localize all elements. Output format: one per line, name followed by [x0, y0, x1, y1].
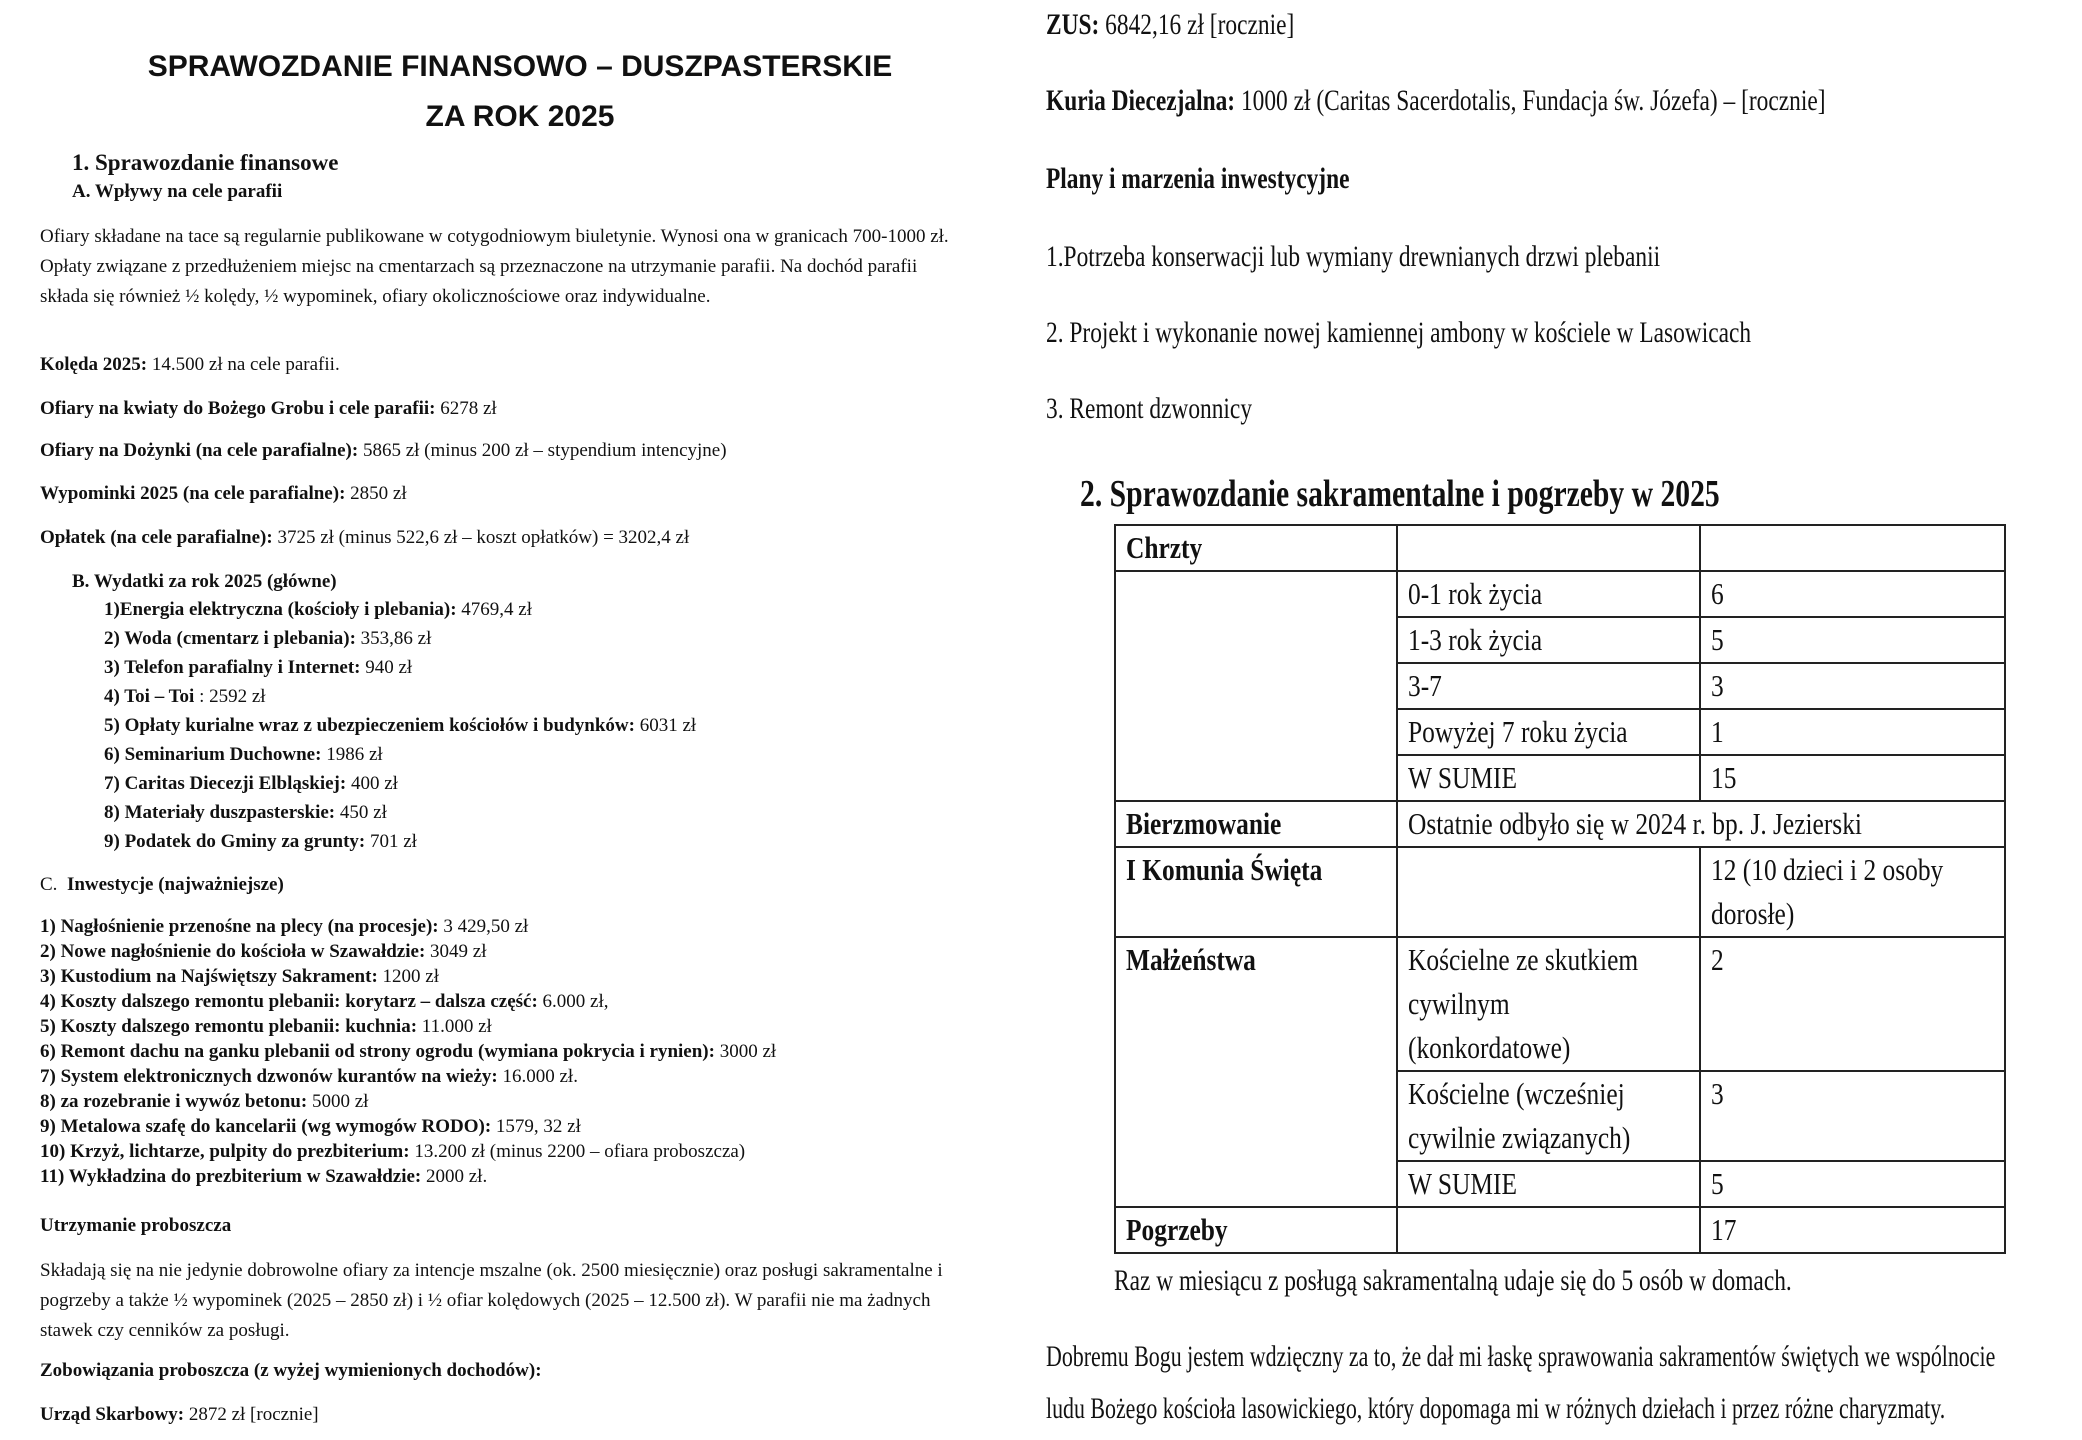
- marriage-type: Kościelne (wcześniej: [1408, 1076, 1625, 1111]
- table-row: [1115, 1161, 2005, 1207]
- section-1-heading: 1. Sprawozdanie finansowe: [72, 150, 339, 175]
- expense-item: 2) Woda (cmentarz i plebania): 353,86 zł: [104, 628, 432, 649]
- home-visits-note: Raz w miesiącu z posługą sakramentalną udaje się do 5 osób w domach.: [1114, 1264, 1792, 1297]
- closing-text-line: ludu Bożego kościoła lasowickiego, który dopomaga mi w różnych dziełach i przez różne charyzmaty.: [1046, 1392, 1946, 1425]
- baptism-age: 0-1 rok życia: [1408, 576, 1543, 611]
- sacraments-table: [1114, 524, 2006, 1254]
- intro-paragraph: Ofiary składane na tace są regularnie publikowane w cotygodniowym biuletynie. Wynosi ona w granicach 700-1000 zł. Opłaty związane z przedłużeniem miejsc na cmentarzach są przeznaczone na utrzymanie parafii. Na dochód parafii składa się również ½ kolędy, ½ wypominek, ofiary okolicznościowe oraz indywidualne.: [40, 226, 949, 307]
- expense-item: 3) Telefon parafialny i Internet: 940 zł: [104, 657, 413, 678]
- expense-item: 4) Toi – Toi : 2592 zł: [104, 686, 266, 707]
- section-a-heading: A. Wpływy na cele parafii: [72, 181, 283, 202]
- section-2-heading: 2. Sprawozdanie sakramentalne i pogrzeby w 2025: [1080, 473, 1720, 515]
- income-item: Ofiary na kwiaty do Bożego Grobu i cele parafii: 6278 zł: [40, 398, 497, 419]
- upkeep-heading: Utrzymanie proboszcza: [40, 1215, 232, 1236]
- malzenstwa-label: Małżeństwa: [1126, 942, 1256, 977]
- investment-item: 1) Nagłośnienie przenośne na plecy (na procesje): 3 429,50 zł: [40, 916, 529, 937]
- left-page: [0, 0, 1010, 1440]
- marriage-count: 2: [1710, 942, 1724, 977]
- table-row: [1115, 801, 2005, 847]
- plan-item: 1.Potrzeba konserwacji lub wymiany drewnianych drzwi plebanii: [1046, 240, 1661, 273]
- table-row: [1115, 617, 2005, 663]
- closing-text-line: Dobremu Bogu jestem wdzięczny za to, że dał mi łaskę sprawowania sakramentów świętych we wspólnocie: [1046, 1340, 1996, 1373]
- table-row: [1115, 1071, 2005, 1161]
- investment-item: 6) Remont dachu na ganku plebanii od strony ogrodu (wymiana pokrycia i rynien): 3000 zł: [40, 1041, 777, 1062]
- expense-item: 1)Energia elektryczna (kościoły i plebania): 4769,4 zł: [104, 599, 532, 620]
- marriage-type-cont: cywilnym: [1408, 986, 1510, 1021]
- baptism-count: 1: [1710, 714, 1724, 749]
- investment-item: 9) Metalowa szafę do kancelarii (wg wymogów RODO): 1579, 32 zł: [40, 1116, 581, 1137]
- obligations-heading: Zobowiązania proboszcza (z wyżej wymienionych dochodów):: [40, 1360, 542, 1381]
- report-title: SPRAWOZDANIE FINANSOWO – DUSZPASTERSKIE: [147, 50, 893, 83]
- table-row: [1115, 709, 2005, 755]
- table-row: [1115, 525, 2005, 571]
- baptism-age: 3-7: [1408, 668, 1442, 703]
- table-row: [1115, 937, 2005, 1071]
- upkeep-paragraph: Składają się na nie jedynie dobrowolne ofiary za intencje mszalne (ok. 2500 miesięcznie) oraz posługi sakramentalne i pogrzeby a także ½ wypominek (2025 – 2850 zł) i ½ ofiar kolędowych (2025 – 12.500 zł). W parafii nie ma żadnych stawek czy cenników za posługi.: [40, 1260, 943, 1341]
- baptism-count: 3: [1710, 668, 1724, 703]
- pogrzeby-label: Pogrzeby: [1126, 1212, 1228, 1247]
- baptism-count: 6: [1710, 576, 1724, 611]
- tax-office-line: Urząd Skarbowy: 2872 zł [rocznie]: [40, 1404, 319, 1425]
- baptism-count: 5: [1710, 622, 1724, 657]
- investment-item: 10) Krzyż, lichtarze, pulpity do prezbiterium: 13.200 zł (minus 2200 – ofiara proboszcza): [40, 1141, 746, 1162]
- income-item: Opłatek (na cele parafialne): 3725 zł (minus 522,6 zł – koszt opłatków) = 3202,4 zł: [40, 527, 690, 548]
- zus-line: ZUS: 6842,16 zł [rocznie]: [1046, 8, 1295, 41]
- investment-item: 5) Koszty dalszego remontu plebanii: kuchnia: 11.000 zł: [40, 1016, 492, 1037]
- income-item: Kolęda 2025: 14.500 zł na cele parafii.: [40, 354, 340, 375]
- table-row: [1115, 663, 2005, 709]
- expense-item: 9) Podatek do Gminy za grunty: 701 zł: [104, 831, 417, 852]
- kuria-line: Kuria Diecezjalna: 1000 zł (Caritas Sacerdotalis, Fundacja św. Józefa) – [rocznie]: [1046, 84, 1826, 117]
- table-row: [1115, 1207, 2005, 1253]
- plans-heading: Plany i marzenia inwestycyjne: [1046, 162, 1350, 195]
- section-b-heading: B. Wydatki za rok 2025 (główne): [72, 571, 337, 592]
- investment-item: 8) za rozebranie i wywóz betonu: 5000 zł: [40, 1091, 369, 1112]
- bierzmowanie-note: Ostatnie odbyło się w 2024 r. bp. J. Jezierski: [1408, 806, 1862, 841]
- plan-item: 3. Remont dzwonnicy: [1046, 392, 1253, 425]
- table-row: [1115, 571, 2005, 617]
- baptism-age: 1-3 rok życia: [1408, 622, 1543, 657]
- investment-item: 11) Wykładzina do prezbiterium w Szawałdzie: 2000 zł.: [40, 1166, 488, 1187]
- expense-item: 6) Seminarium Duchowne: 1986 zł: [104, 744, 383, 765]
- komunia-count: 12 (10 dzieci i 2 osoby: [1710, 852, 1943, 887]
- expense-item: 7) Caritas Diecezji Elbląskiej: 400 zł: [104, 773, 398, 794]
- table-row: [1115, 847, 2005, 937]
- bierzmowanie-label: Bierzmowanie: [1126, 806, 1282, 841]
- plan-item: 2. Projekt i wykonanie nowej kamiennej ambony w kościele w Lasowicach: [1046, 316, 1752, 349]
- marriage-sum: 5: [1710, 1166, 1724, 1201]
- table-row: [1115, 755, 2005, 801]
- marriage-type-cont: cywilnie związanych): [1408, 1120, 1631, 1155]
- expense-item: 8) Materiały duszpasterskie: 450 zł: [104, 802, 387, 823]
- section-c-heading: C. Inwestycje (najważniejsze): [40, 874, 284, 895]
- chrzty-label: Chrzty: [1126, 530, 1203, 565]
- komunia-count-cont: dorosłe): [1710, 896, 1794, 931]
- expense-item: 5) Opłaty kurialne wraz z ubezpieczeniem kościołów i budynków: 6031 zł: [104, 715, 697, 736]
- marriage-type-cont: (konkordatowe): [1408, 1030, 1571, 1065]
- investment-item: 2) Nowe nagłośnienie do kościoła w Szawałdzie: 3049 zł: [40, 941, 487, 962]
- baptism-sum: 15: [1710, 760, 1737, 795]
- komunia-label: I Komunia Święta: [1126, 852, 1323, 887]
- baptism-sum-label: W SUMIE: [1408, 760, 1517, 795]
- income-item: Wypominki 2025 (na cele parafialne): 2850 zł: [40, 483, 407, 504]
- investment-item: 4) Koszty dalszego remontu plebanii: korytarz – dalsza część: 6.000 zł,: [40, 991, 609, 1012]
- income-item: Ofiary na Dożynki (na cele parafialne): 5865 zł (minus 200 zł – stypendium intencyjne): [40, 440, 727, 461]
- investment-item: 7) System elektronicznych dzwonów kurantów na wieży: 16.000 zł.: [40, 1066, 578, 1087]
- report-title-year: ZA ROK 2025: [425, 100, 615, 133]
- investment-item: 3) Kustodium na Najświętszy Sakrament: 1200 zł: [40, 966, 439, 987]
- marriage-type: Kościelne ze skutkiem: [1408, 942, 1639, 977]
- marriage-sum-label: W SUMIE: [1408, 1166, 1517, 1201]
- baptism-age: Powyżej 7 roku życia: [1408, 714, 1628, 749]
- marriage-count: 3: [1710, 1076, 1724, 1111]
- pogrzeby-count: 17: [1710, 1212, 1737, 1247]
